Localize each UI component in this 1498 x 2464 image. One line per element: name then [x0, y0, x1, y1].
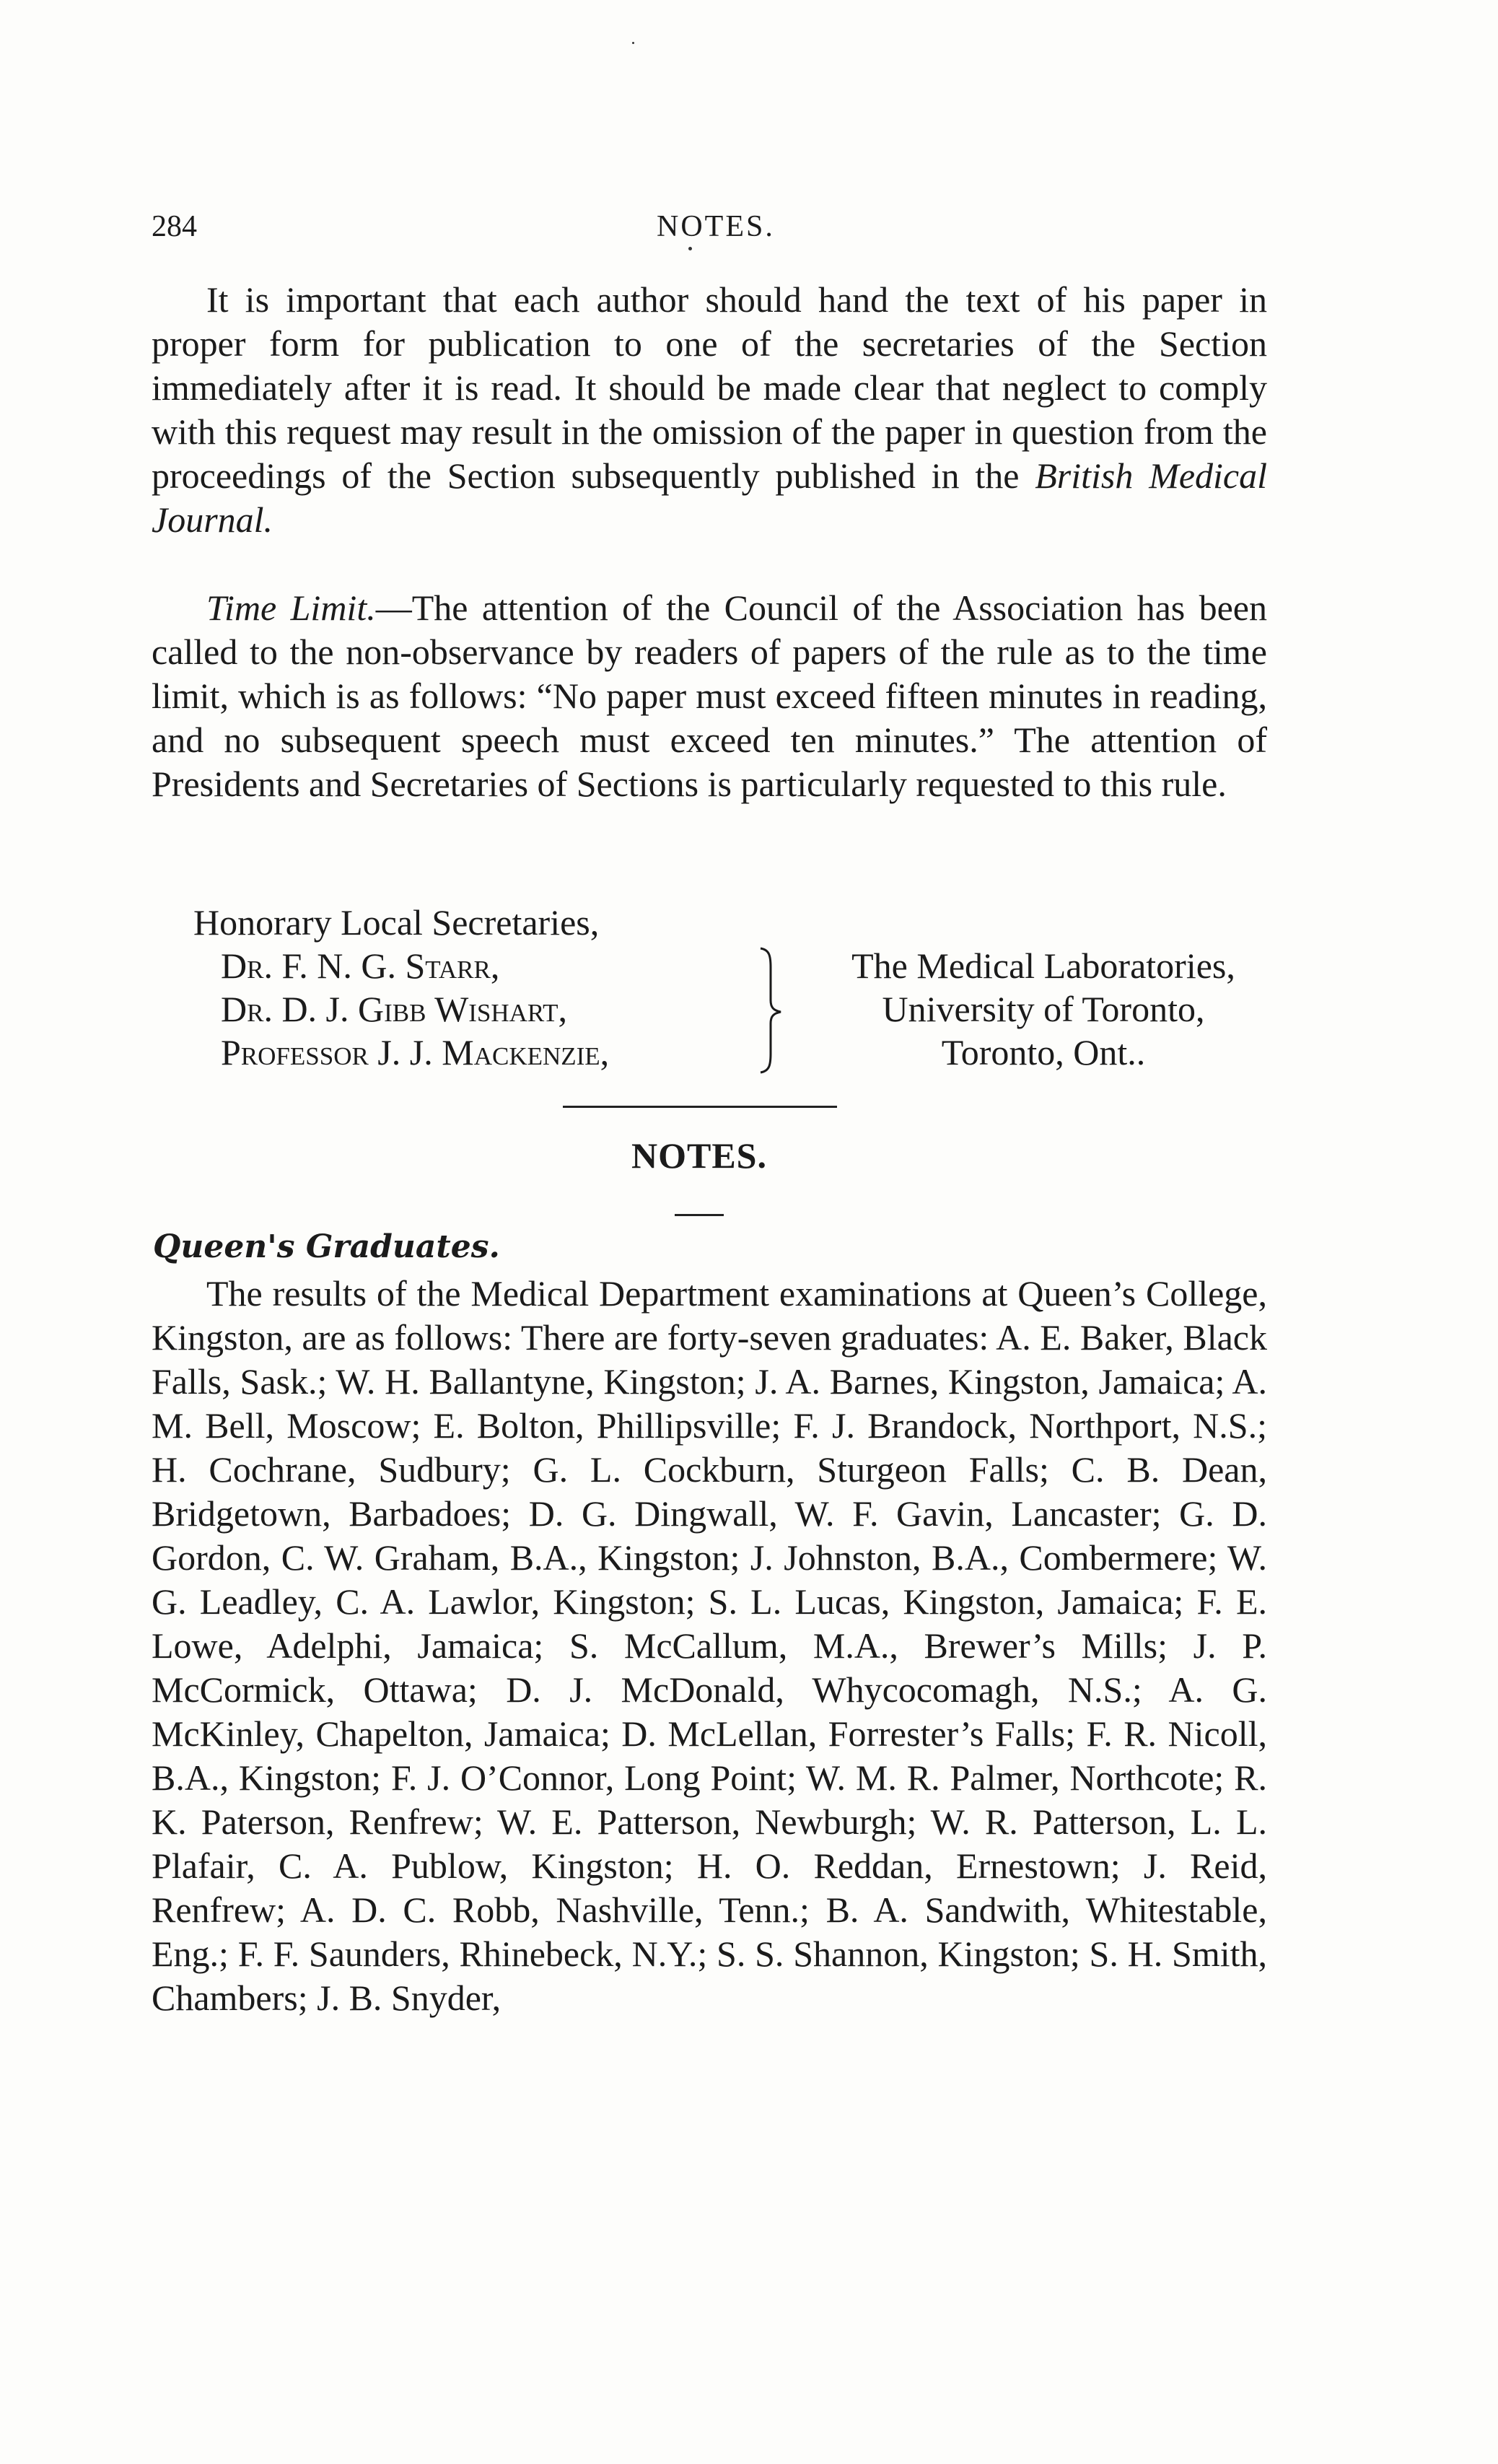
paragraph-time-limit	[152, 586, 1267, 806]
paragraph-graduates	[152, 1272, 1267, 2020]
page-number: 284	[152, 210, 197, 243]
print-speck	[632, 42, 634, 44]
time-limit-lead: Time Limit.	[206, 587, 376, 628]
paragraph-publication-requirement	[152, 278, 1267, 542]
section-title: NOTES.	[631, 1135, 767, 1176]
address-line: University of Toronto,	[882, 989, 1205, 1029]
journal-title: British Medical Journal.	[152, 455, 1268, 540]
paragraph-text: The results of the Medical Department examinations at Queen’s College, Kingston, are as follows: There are forty-seven graduates: A. E. Baker, Black Falls, Sask.; W. H. Ballantyne, Kingston; J. A. Barnes, Kingston, Jamaica; A. M. Bell, Moscow; E. Bolton, Phillipsville; F. J. Brandock, Northport, N.S.; H. Cochrane, Sudbury; G. L. Cockburn, Sturgeon Falls; C. B. Dean, Bridgetown, Barbadoes; D. G. Dingwall, W. F. Gavin, Lancaster; G. D. Gordon, C. W. Graham, B.A., Kingston; J. Johnston, B.A., Combermere; W. G. Leadley, C. A. Lawlor, Kingston; S. L. Lucas, Kingston, Jamaica; F. E. Lowe, Adelphi, Jamaica; S. McCallum, M.A., Brewer’s Mills; J. P. McCormick, Ottawa; D. J. McDonald, Whycocomagh, N.S.; A. G. McKinley, Chapelton, Jamaica; D. McLellan, Forrester’s Falls; F. R. Nicoll, B.A., Kingston; F. J. O’Connor, Long Point; W. M. R. Palmer, Northcote; R. K. Paterson, Renfrew; W. E. Patterson, Newburgh; W. R. Patterson, L. L. Plafair, C. A. Publow, Kingston; H. O. Reddan, Ernestown; J. Reid, Renfrew; A. D. C. Robb, Nashville, Tenn.; B. A. Sandwith, Whitestable, Eng.; F. F. Saunders, Rhinebeck, N.Y.; S. S. Shannon, Kingston; S. H. Smith, Chambers; J. B. Snyder,	[152, 1273, 1267, 2018]
secretary-name: Dr. F. N. G. Starr,	[221, 945, 500, 986]
secretaries-heading: Honorary Local Secretaries,	[193, 902, 600, 943]
brace-icon	[756, 945, 785, 1075]
running-head	[0, 209, 1498, 260]
paragraph-text: It is important that each author should hand the text of his paper in proper form for publication to one of the secretaries of the Section immediately after it is read. It should be made clear that neglect to comply with this request may result in the omission of the paper in question from the proceedings of the Section subsequently published in the	[152, 279, 1267, 496]
secretary-names	[221, 944, 726, 1074]
section-divider	[563, 1106, 837, 1108]
running-title: NOTES.	[657, 210, 775, 243]
print-speck	[688, 247, 692, 250]
address-line: Toronto, Ont..	[941, 1032, 1146, 1072]
secretary-name: Dr. D. J. Gibb Wishart,	[221, 989, 568, 1029]
laboratory-address	[805, 944, 1282, 1074]
subheading-queens-graduates: Queen's Graduates.	[153, 1228, 500, 1265]
paragraph-text: —The attention of the Council of the Association has been called to the non-observance by readers of papers of the rule as to the time limit, which is as follows: “No paper must exceed fifteen minutes in reading, and no subsequent speech must exceed ten minutes.” The attention of Presidents and Secretaries of Sections is particularly requested to this rule.	[152, 587, 1267, 804]
secretary-name: Professor J. J. Mackenzie,	[221, 1032, 610, 1072]
secretaries-block	[193, 901, 1276, 1074]
address-line: The Medical Laboratories,	[851, 945, 1235, 986]
title-underline	[675, 1214, 724, 1216]
